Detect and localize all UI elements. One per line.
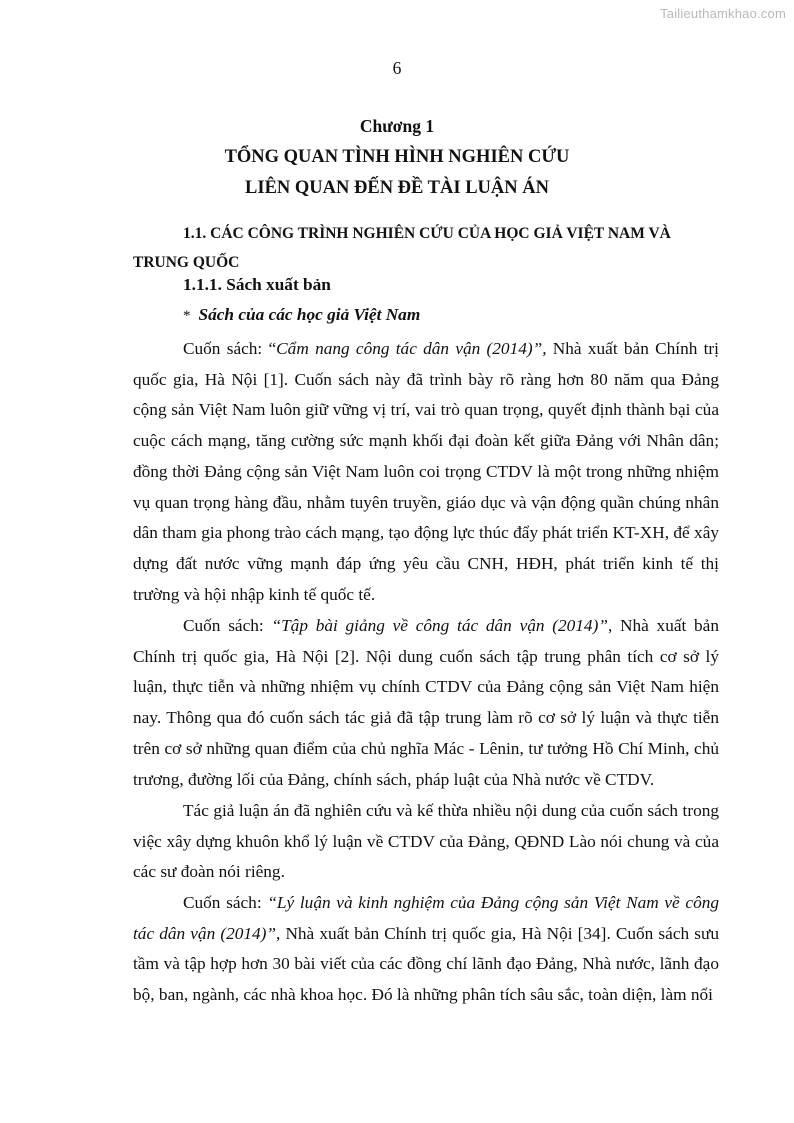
paragraph-4 [133, 888, 719, 1011]
paragraph-4-lead: Cuốn sách: [183, 893, 268, 912]
bullet-icon: * [183, 308, 191, 324]
page-number: 6 [392, 58, 402, 78]
section-heading-line-1: 1.1. CÁC CÔNG TRÌNH NGHIÊN CỨU CỦA HỌC GIẢ VIỆT NAM VÀ [183, 225, 671, 242]
paragraph-3-body: Tác giả luận án đã nghiên cứu và kế thừa nhiều nội dung của cuốn sách trong việc xây dựng khuôn khổ lý luận về CTDV của Đảng, QĐND Lào nói chung và của các sư đoàn nói riêng. [133, 801, 719, 882]
paragraph-1-lead: Cuốn sách: “ [183, 339, 277, 358]
section-heading [133, 219, 719, 277]
paragraph-1 [133, 334, 719, 610]
subsection-heading: 1.1.1. Sách xuất bản [183, 275, 331, 294]
chapter-title-line-2: LIÊN QUAN ĐẾN ĐỀ TÀI LUẬN ÁN [245, 178, 549, 198]
section-heading-line-2: TRUNG QUỐC [133, 254, 240, 271]
subsubsection-heading-text: Sách của các học giả Việt Nam [198, 305, 421, 324]
paragraph-2-body: , Nhà xuất bản Chính trị quốc gia, Hà Nội [2]. Nội dung cuốn sách tập trung phân tích cơ sở lý luận, thực tiễn và những nhiệm vụ chính CTDV của Đảng cộng sản Việt Nam hiện nay. Thông qua đó cuốn sách tác giả đã tập trung làm rõ cơ sở lý luận và thực tiễn trên cơ sở những quan điểm của chủ nghĩa Mác - Lênin, tư tưởng Hồ Chí Minh, chủ trương, đường lối của Đảng, chính sách, pháp luật của Nhà nước về CTDV. [133, 616, 719, 789]
paragraph-2-book-title: “Tập bài giảng về công tác dân vận (2014)” [271, 616, 608, 635]
paragraph-2 [133, 611, 719, 795]
chapter-label: Chương 1 [359, 116, 435, 136]
chapter-title-line-1: TỔNG QUAN TÌNH HÌNH NGHIÊN CỨU [224, 147, 570, 167]
paragraph-4-body: Nhà xuất bản Chính trị quốc gia, Hà Nội [34]. Cuốn sách sưu tầm và tập hợp hơn 30 bài viết của các đồng chí lãnh đạo Đảng, Nhà nước, lãnh đạo bộ, ban, ngành, các nhà khoa học. Đó là những phân tích sâu sắc, toàn diện, làm nổi [133, 923, 719, 1005]
subsubsection-heading [183, 305, 420, 325]
watermark: Tailieuthamkhao.com [660, 6, 786, 21]
paragraph-3 [133, 796, 719, 888]
paragraph-4-book-title: “Lý luận và kinh nghiệm của Đảng cộng sản Việt Nam về công tác dân vận (2014)”, [133, 893, 719, 943]
paragraph-1-body: Nhà xuất bản Chính trị quốc gia, Hà Nội [1]. Cuốn sách này đã trình bày rõ ràng hơn 80 năm qua Đảng cộng sản Việt Nam luôn giữ vững vị trí, vai trò quan trọng, quyết định thành bại của cuộc cách mạng, tăng cường sức mạnh khối đại đoàn kết giữa Đảng với Nhân dân; đồng thời Đảng cộng sản Việt Nam luôn coi trọng CTDV là một trong những nhiệm vụ quan trọng hàng đầu, nhằm tuyên truyền, giáo dục và vận động quần chúng nhân dân tham gia phong trào cách mạng, tạo động lực thúc đẩy phát triển KT-XH, để xây dựng đất nước vững mạnh đáp ứng yêu cầu CNH, HĐH, phát triển kinh tế thị trường và hội nhập kinh tế quốc tế. [133, 339, 719, 604]
paragraph-2-lead: Cuốn sách: [183, 616, 272, 635]
paragraph-1-book-title: Cẩm nang công tác dân vận (2014)”, [276, 339, 547, 358]
